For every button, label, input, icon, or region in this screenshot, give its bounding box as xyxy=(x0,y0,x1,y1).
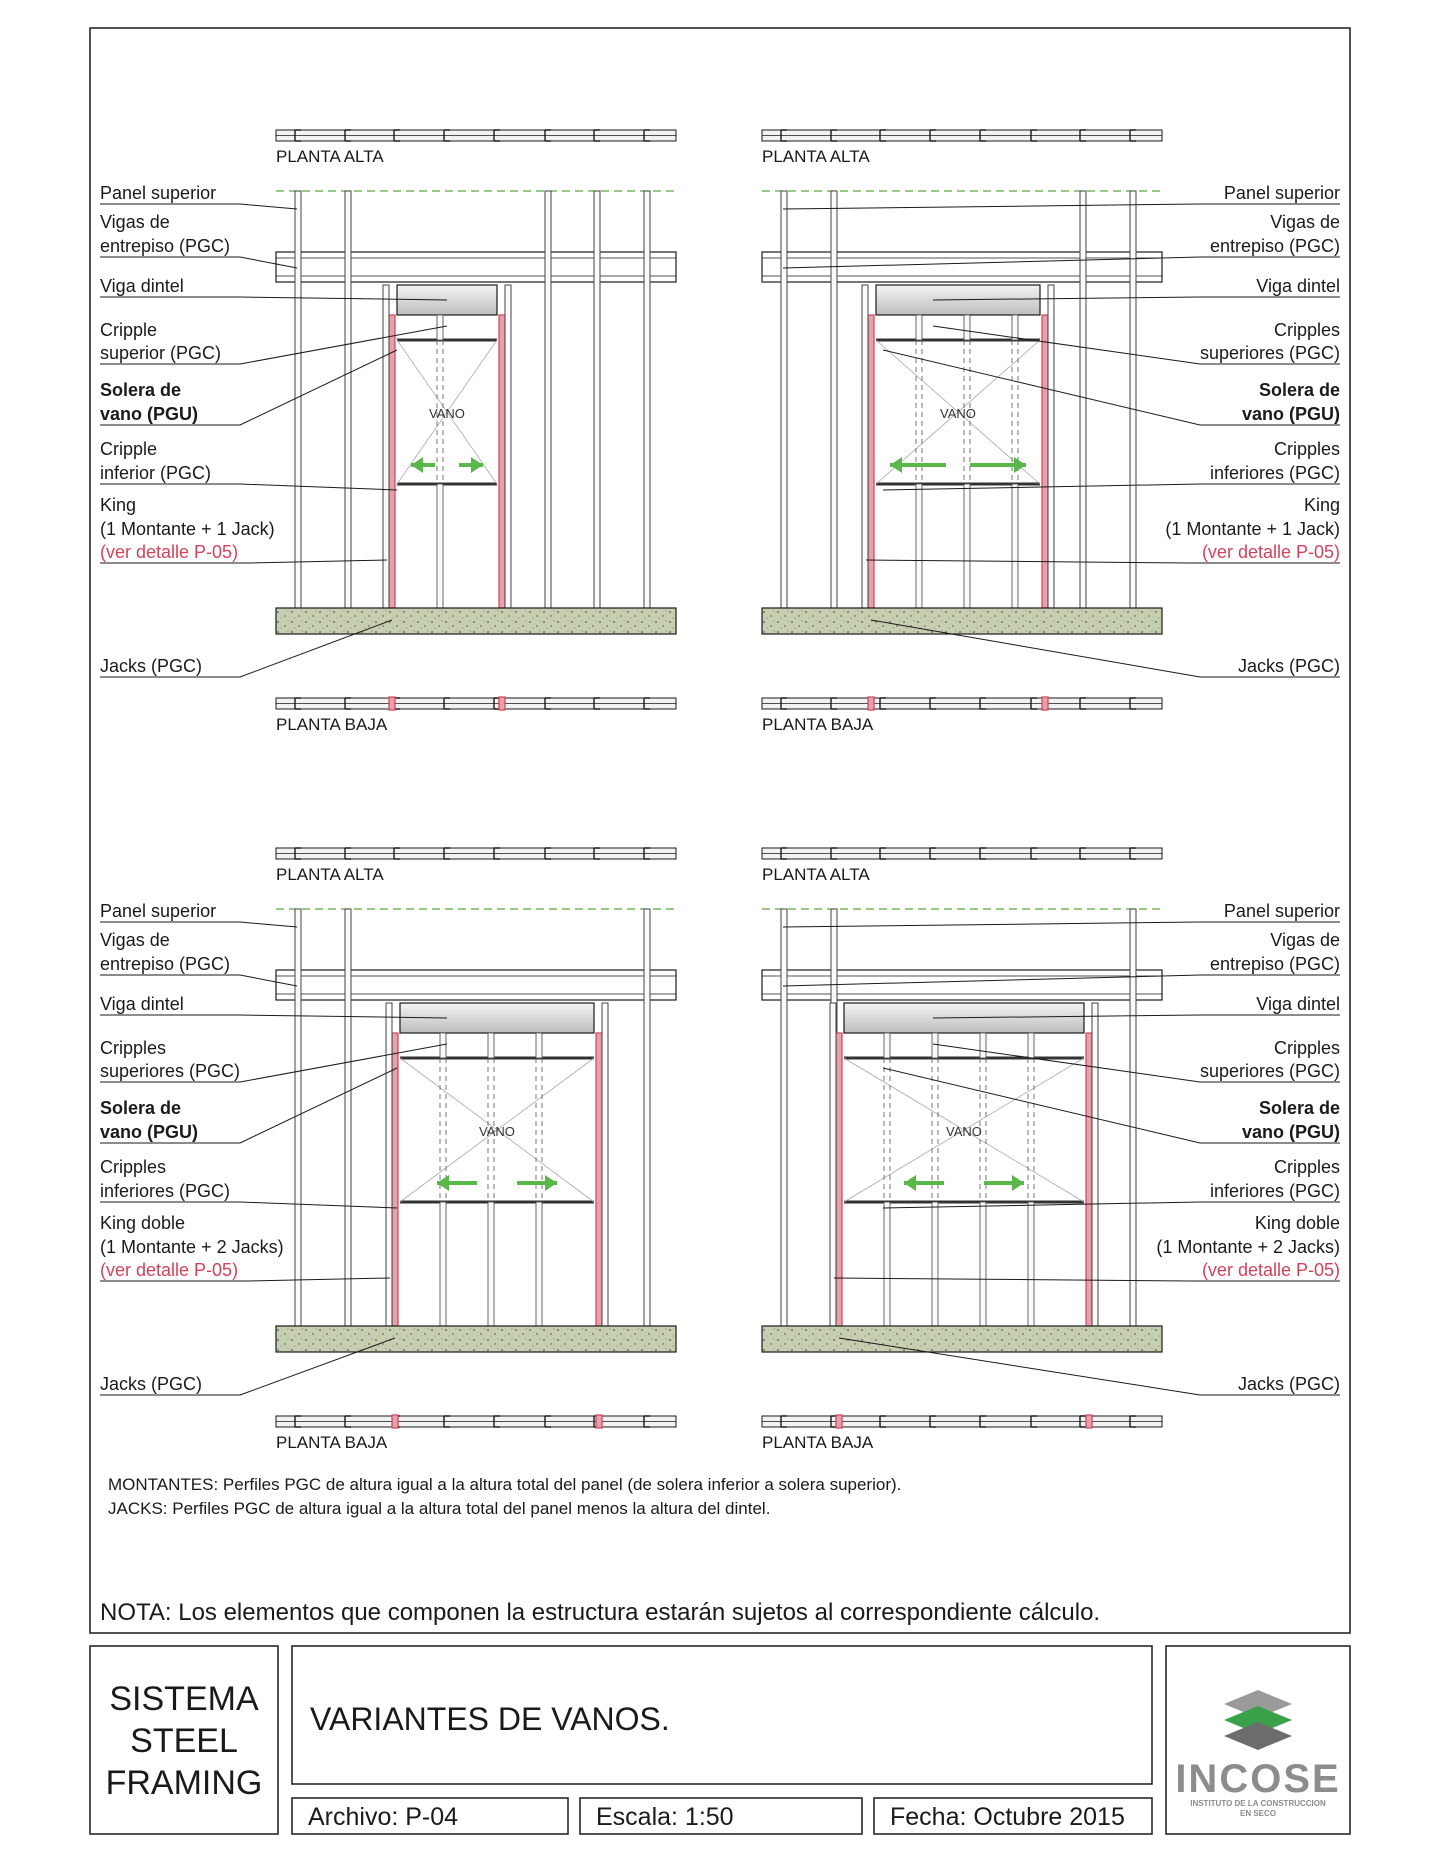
callout-1-0 xyxy=(783,183,1340,209)
callout-text: inferiores (PGC) xyxy=(1209,1181,1340,1201)
plan-strip-top xyxy=(762,848,1162,859)
callout-text: inferiores (PGC) xyxy=(1209,463,1340,483)
king-stud xyxy=(505,285,511,608)
callout-text: King doble xyxy=(100,1213,186,1233)
callout-text: King xyxy=(1303,495,1340,515)
callout-text: Jacks (PGC) xyxy=(1237,1374,1340,1394)
callout-text: (ver detalle P-05) xyxy=(1201,542,1340,562)
sheet-title: VARIANTES DE VANOS. xyxy=(310,1701,670,1737)
king-stud xyxy=(1092,1003,1098,1326)
callout-text: (1 Montante + 1 Jack) xyxy=(100,519,275,539)
vano-label: VANO xyxy=(940,406,976,421)
callout-text: Solera de xyxy=(100,1098,182,1118)
callout-text: (ver detalle P-05) xyxy=(100,1260,239,1280)
callout-text: superior (PGC) xyxy=(100,343,222,363)
callout-text: Cripples xyxy=(1273,1038,1340,1058)
callout-text: Panel superior xyxy=(1223,183,1340,203)
vano-label: VANO xyxy=(429,406,465,421)
planta-alta-label: PLANTA ALTA xyxy=(762,147,870,166)
callout-text: Cripples xyxy=(1273,439,1340,459)
planta-alta-label: PLANTA ALTA xyxy=(276,865,384,884)
system-line-1: SISTEMA xyxy=(109,1680,259,1718)
incose-logo xyxy=(1175,1690,1340,1818)
logo-layer-dark-icon xyxy=(1224,1722,1292,1750)
callout-text: Viga dintel xyxy=(100,276,184,296)
diagram-tr xyxy=(762,130,1162,734)
concrete-slab xyxy=(276,608,676,634)
callout-text: Solera de xyxy=(1258,380,1340,400)
callout-2-5 xyxy=(100,1157,397,1208)
king-stud xyxy=(602,1003,608,1326)
callout-text: Vigas de xyxy=(100,930,170,950)
callout-text: Jacks (PGC) xyxy=(1237,656,1340,676)
callout-text: entrepiso (PGC) xyxy=(1209,954,1340,974)
callout-text: vano (PGU) xyxy=(100,1122,199,1142)
planta-alta-label: PLANTA ALTA xyxy=(762,865,870,884)
callout-text: Panel superior xyxy=(1223,901,1340,921)
callout-0-6 xyxy=(100,495,387,563)
logo-word: INCOSE xyxy=(1175,1757,1341,1801)
callout-text: entrepiso (PGC) xyxy=(100,954,231,974)
callout-1-5 xyxy=(883,439,1340,490)
callout-text: inferiores (PGC) xyxy=(100,1181,231,1201)
callout-0-1 xyxy=(100,212,297,268)
callout-text: Viga dintel xyxy=(100,994,184,1014)
diagram-br xyxy=(762,848,1162,1452)
callout-text: (1 Montante + 2 Jacks) xyxy=(100,1237,284,1257)
archivo-field: Archivo: P-04 xyxy=(308,1803,459,1831)
callout-text: vano (PGU) xyxy=(100,404,199,424)
fecha-field: Fecha: Octubre 2015 xyxy=(890,1803,1125,1831)
callout-2-0 xyxy=(100,901,297,927)
callout-text: superiores (PGC) xyxy=(1199,343,1340,363)
callout-text: Viga dintel xyxy=(1256,994,1340,1014)
planta-baja-label: PLANTA BAJA xyxy=(762,715,874,734)
callout-0-0 xyxy=(100,183,297,209)
callout-text: Panel superior xyxy=(100,183,217,203)
callout-text: Cripples xyxy=(1273,1157,1340,1177)
jack-stud xyxy=(868,315,874,608)
callout-3-0 xyxy=(783,901,1340,927)
callout-text: Panel superior xyxy=(100,901,217,921)
callout-text: inferior (PGC) xyxy=(100,463,212,483)
title-block xyxy=(90,1646,1350,1834)
plan-strip-bottom xyxy=(276,697,676,710)
escala-field: Escala: 1:50 xyxy=(596,1803,734,1831)
jack-stud xyxy=(392,1033,398,1326)
plan-strip-top xyxy=(276,848,676,859)
callout-text: Vigas de xyxy=(1270,212,1340,232)
logo-sub-1: INSTITUTO DE LA CONSTRUCCION xyxy=(1190,1799,1326,1808)
plan-strip-top xyxy=(762,130,1162,141)
jack-stud xyxy=(389,315,395,608)
callout-text: entrepiso (PGC) xyxy=(1209,236,1340,256)
callout-0-5 xyxy=(100,439,397,490)
planta-alta-label: PLANTA ALTA xyxy=(276,147,384,166)
callout-text: (1 Montante + 1 Jack) xyxy=(1165,519,1340,539)
floor-joist-band xyxy=(276,252,676,282)
callout-text: Cripples xyxy=(100,1157,167,1177)
callout-text: Solera de xyxy=(100,380,182,400)
planta-baja-label: PLANTA BAJA xyxy=(762,1433,874,1452)
concrete-slab xyxy=(762,1326,1162,1352)
jack-stud xyxy=(499,315,505,608)
callout-text: superiores (PGC) xyxy=(100,1061,241,1081)
callout-text: Viga dintel xyxy=(1256,276,1340,296)
callout-text: (1 Montante + 2 Jacks) xyxy=(1156,1237,1340,1257)
callout-text: superiores (PGC) xyxy=(1199,1061,1340,1081)
system-line-3: FRAMING xyxy=(105,1764,263,1802)
diagram-bl xyxy=(276,848,676,1452)
callout-text: Cripples xyxy=(1273,320,1340,340)
callout-text: Vigas de xyxy=(1270,930,1340,950)
planta-baja-label: PLANTA BAJA xyxy=(276,1433,388,1452)
jack-stud xyxy=(1042,315,1048,608)
callout-text: Vigas de xyxy=(100,212,170,232)
planta-baja-label: PLANTA BAJA xyxy=(276,715,388,734)
callout-text: Cripple xyxy=(100,439,158,459)
plan-strip-bottom xyxy=(276,1415,676,1428)
callout-text: (ver detalle P-05) xyxy=(1201,1260,1340,1280)
callout-text: vano (PGU) xyxy=(1241,1122,1340,1142)
callout-2-1 xyxy=(100,930,297,986)
callout-text: King doble xyxy=(1254,1213,1340,1233)
callout-text: Cripples xyxy=(100,1038,167,1058)
concrete-slab xyxy=(762,608,1162,634)
plan-strip-bottom xyxy=(762,697,1162,710)
callout-text: Solera de xyxy=(1258,1098,1340,1118)
callout-text: King xyxy=(100,495,137,515)
note-montantes: MONTANTES: Perfiles PGC de altura igual a la altura total del panel (de solera inferior a solera superior). xyxy=(108,1475,902,1494)
diagrams-layer xyxy=(100,130,1340,1452)
callout-text: Jacks (PGC) xyxy=(100,1374,203,1394)
note-jacks: JACKS: Perfiles PGC de altura igual a la altura total del panel menos la altura del dintel. xyxy=(108,1499,771,1518)
callout-3-5 xyxy=(883,1157,1340,1208)
vano-label: VANO xyxy=(946,1124,982,1139)
logo-sub-2: EN SECO xyxy=(1239,1809,1277,1818)
callout-text: Cripple xyxy=(100,320,158,340)
callout-text: entrepiso (PGC) xyxy=(100,236,231,256)
callout-text: Jacks (PGC) xyxy=(100,656,203,676)
concrete-slab xyxy=(276,1326,676,1352)
plan-strip-bottom xyxy=(762,1415,1162,1428)
jack-stud xyxy=(1086,1033,1092,1326)
note-nota: NOTA: Los elementos que componen la estructura estarán sujetos al correspondiente cálculo. xyxy=(100,1599,1101,1626)
callout-text: vano (PGU) xyxy=(1241,404,1340,424)
diagram-tl xyxy=(276,130,676,734)
floor-joist-band xyxy=(276,970,676,1000)
king-stud xyxy=(1048,285,1054,608)
jack-stud xyxy=(836,1033,842,1326)
vano-label: VANO xyxy=(479,1124,515,1139)
jack-stud xyxy=(596,1033,602,1326)
callout-text: (ver detalle P-05) xyxy=(100,542,239,562)
system-line-2: STEEL xyxy=(130,1722,238,1760)
plan-strip-top xyxy=(276,130,676,141)
callout-1-6 xyxy=(866,495,1340,563)
